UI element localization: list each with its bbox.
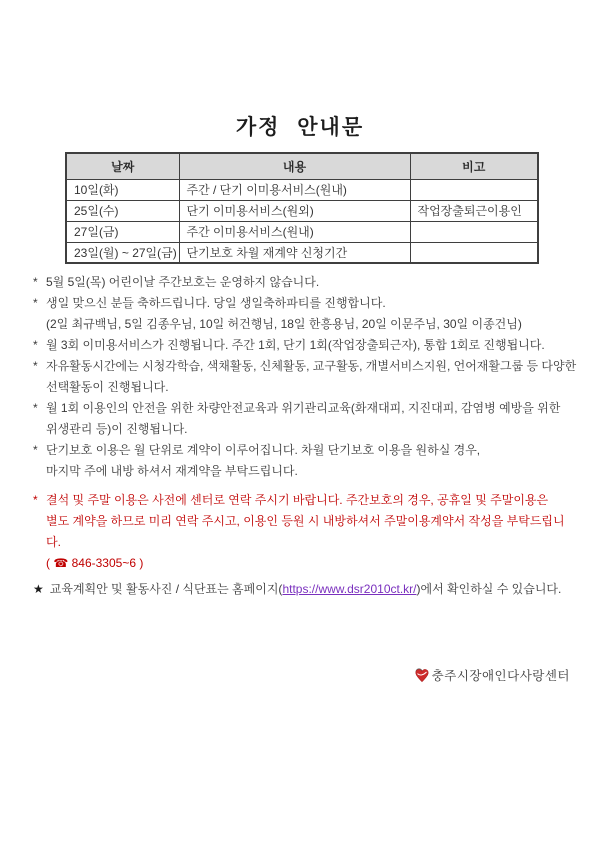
date-cell: 25일(수)	[66, 200, 179, 221]
notice-line	[33, 440, 578, 461]
notice-line	[33, 314, 578, 335]
notice-line	[33, 553, 578, 574]
notice-line	[33, 419, 578, 440]
bullet-marker: *	[33, 401, 38, 415]
notice-text: 월 3회 이미용서비스가 진행됩니다. 주간 1회, 단기 1회(작업장출퇴근자), 통합 1회로 진행됩니다.	[46, 338, 545, 352]
notice-text: 마지막 주에 내방 하셔서 재계약을 부탁드립니다.	[46, 464, 298, 478]
bullet-marker: *	[33, 275, 38, 289]
footer	[414, 666, 570, 684]
table-row	[66, 179, 538, 200]
notice-text: (2일 최규백님, 5일 김종우님, 10일 허건행님, 18일 한흥용님, 20일 이문주님, 30일 이종건님)	[46, 317, 522, 331]
homepage-line	[33, 580, 561, 598]
notice-text: 결석 및 주말 이용은 사전에 센터로 연락 주시기 바랍니다. 주간보호의 경우, 공휴일 및 주말이용은	[46, 493, 549, 507]
note-cell	[410, 242, 538, 263]
notice-list	[33, 272, 578, 574]
notice-line	[33, 511, 578, 553]
notice-line	[33, 461, 578, 482]
notice-line	[33, 398, 578, 419]
page-title: 가정 안내문	[235, 116, 365, 139]
content-cell: 단기보호 차월 재계약 신청기간	[179, 242, 410, 263]
note-cell	[410, 179, 538, 200]
notice-text: 위생관리 등)이 진행됩니다.	[46, 422, 188, 436]
bullet-marker: *	[33, 443, 38, 457]
table-row	[66, 200, 538, 221]
bullet-marker	[33, 377, 46, 398]
table-row	[66, 221, 538, 242]
note-cell	[410, 221, 538, 242]
schedule-table	[65, 152, 539, 264]
heart-logo-icon	[414, 668, 430, 683]
notice-text: 생일 맞으신 분들 축하드립니다. 당일 생일축하파티를 진행합니다.	[46, 296, 386, 310]
notice-line	[33, 335, 578, 356]
homepage-text-suffix: )에서 확인하실 수 있습니다.	[416, 582, 562, 596]
notice-text: 단기보호 이용은 월 단위로 계약이 이루어집니다. 차월 단기보호 이용을 원하실 경우,	[46, 443, 481, 457]
date-cell: 27일(금)	[66, 221, 179, 242]
homepage-link[interactable]: https://www.dsr2010ct.kr/	[282, 582, 417, 596]
notice-line	[33, 356, 578, 377]
bullet-marker: *	[33, 493, 38, 507]
bullet-marker	[33, 511, 46, 553]
notice-line	[33, 272, 578, 293]
content-cell: 단기 이미용서비스(원외)	[179, 200, 410, 221]
notice-text: 월 1회 이용인의 안전을 위한 차량안전교육과 위기관리교육(화재대피, 지진대피, 감염병 예방을 위한	[46, 401, 561, 415]
note-cell: 작업장출퇴근이용인	[410, 200, 538, 221]
notice-text: 별도 계약을 하므로 미리 연락 주시고, 이용인 등원 시 내방하셔서 주말이용계약서 작성을 부탁드립니다.	[46, 514, 565, 549]
notice-line	[33, 490, 578, 511]
star-icon: ★	[33, 582, 44, 596]
bullet-marker: *	[33, 359, 38, 373]
notice-text: 자유활동시간에는 시청각학습, 색채활동, 신체활동, 교구활동, 개별서비스지원, 언어재활그룹 등 다양한	[46, 359, 577, 373]
table-header-cell: 내용	[179, 153, 410, 179]
homepage-text-prefix: 교육계획안 및 활동사진 / 식단표는 홈페이지(	[49, 582, 283, 596]
table-header-cell: 날짜	[66, 153, 179, 179]
table-header-cell: 비고	[410, 153, 538, 179]
bullet-marker	[33, 461, 46, 482]
date-cell: 23일(월) ~ 27일(금)	[66, 242, 179, 263]
center-name: 충주시장애인다사랑센터	[431, 669, 570, 683]
notice-text: ( ☎ 846-3305~6 )	[46, 556, 144, 570]
notice-text: 5월 5일(목) 어린이날 주간보호는 운영하지 않습니다.	[46, 275, 320, 289]
table-row	[66, 242, 538, 263]
notice-line	[33, 377, 578, 398]
notice-text: 선택활동이 진행됩니다.	[46, 380, 169, 394]
bullet-marker	[33, 419, 46, 440]
content-cell: 주간 / 단기 이미용서비스(원내)	[179, 179, 410, 200]
bullet-marker	[33, 314, 46, 335]
content-cell: 주간 이미용서비스(원내)	[179, 221, 410, 242]
bullet-marker: *	[33, 338, 38, 352]
date-cell: 10일(화)	[66, 179, 179, 200]
bullet-marker	[33, 553, 46, 574]
notice-line	[33, 293, 578, 314]
table-header-row	[66, 153, 538, 179]
bullet-marker: *	[33, 296, 38, 310]
